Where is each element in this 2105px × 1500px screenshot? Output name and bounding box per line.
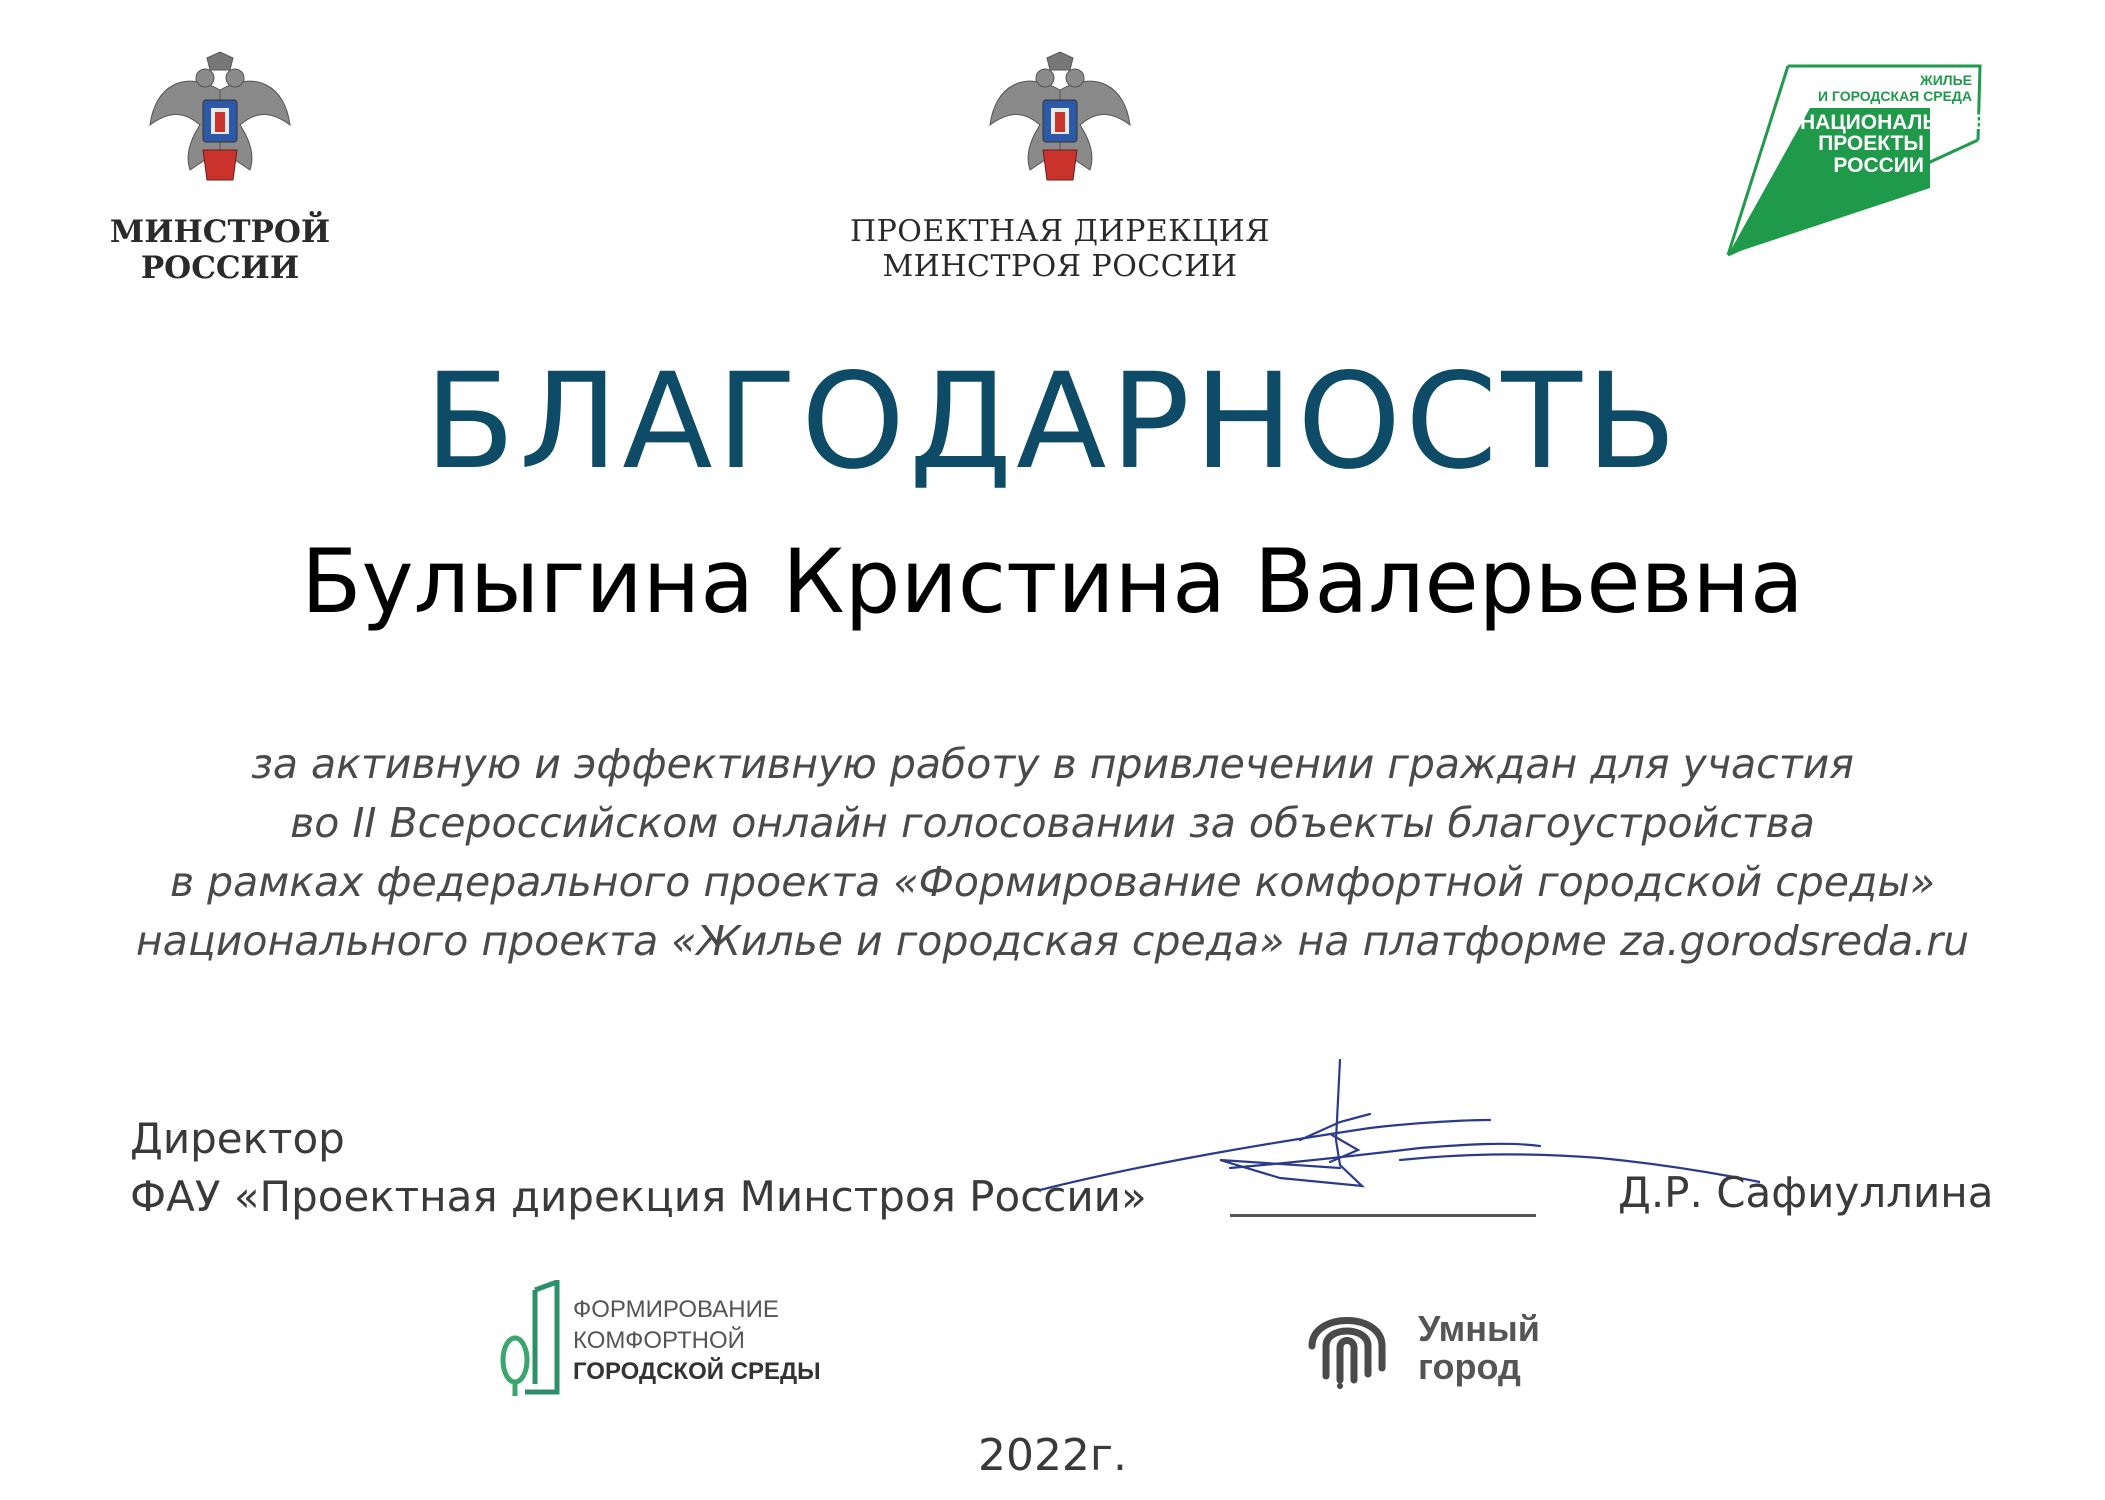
np-subtitle-line1: ЖИЛЬЕ [1920,72,1972,88]
minstroy-label-line1: МИНСТРОЙ [109,214,331,250]
np-title-line1: НАЦИОНАЛЬНЫЕ [1800,111,1988,134]
body-line: в рамках федерального проекта «Формирование комфортной городской среды» [169,858,1936,906]
signatory-title: Директор [130,1114,345,1163]
recipient-name: Булыгина Кристина Валерьевна [301,530,1804,633]
body-line: национального проекта «Жилье и городская среда» на платформе za.gorodsreda.ru [135,917,1970,965]
minstroy-label-line2: РОССИИ [140,249,300,286]
smart-city-line2: город [1418,1346,1521,1387]
project-directorate-label [840,215,1280,284]
project-directorate-line2: МИНСТРОЯ РОССИИ [882,248,1238,284]
fks-line3: ГОРОДСКОЙ СРЕДЫ [573,1358,821,1385]
signatory-name: Д.Р. Сафиуллина [1618,1168,1994,1217]
fks-line2: КОМФОРТНОЙ [573,1327,745,1354]
signatory-position [130,1110,1147,1226]
smart-city-label [1418,1310,1540,1386]
np-title-line2: ПРОЕКТЫ [1818,132,1924,156]
eagle-emblem-icon [985,50,1135,195]
minstroy-logo [100,50,340,290]
eagle-emblem-icon [145,50,295,195]
comfortable-city-label [573,1294,821,1387]
national-projects-logo [1720,60,1990,260]
comfortable-city-logo [495,1280,825,1400]
fks-line1: ФОРМИРОВАНИЕ [573,1296,779,1323]
np-title-line3: РОССИИ [1833,153,1924,177]
project-directorate-logo [840,50,1280,290]
certificate-body [80,735,2025,971]
certificate-year: 2022г. [977,1430,1128,1481]
body-line: во II Всероссийском онлайн голосовании за объекты благоустройства [290,799,1815,847]
body-line: за активную и эффективную работу в привлечении граждан для участия [251,740,1854,788]
certificate-title: БЛАГОДАРНОСТЬ [424,345,1681,499]
np-subtitle-line2: И ГОРОДСКАЯ СРЕДА [1817,88,1972,105]
smart-city-line1: Умный [1418,1308,1540,1349]
minstroy-label [100,215,340,286]
national-projects-title [1800,111,1988,177]
comfortable-city-icon [495,1280,565,1400]
smart-city-logo [1300,1290,1580,1390]
signatory-organization: ФАУ «Проектная дирекция Минстроя России» [130,1172,1147,1221]
national-projects-subtitle [1810,72,1972,104]
project-directorate-line1: ПРОЕКТНАЯ ДИРЕКЦИЯ [849,214,1271,249]
fingerprint-icon [1300,1290,1400,1390]
